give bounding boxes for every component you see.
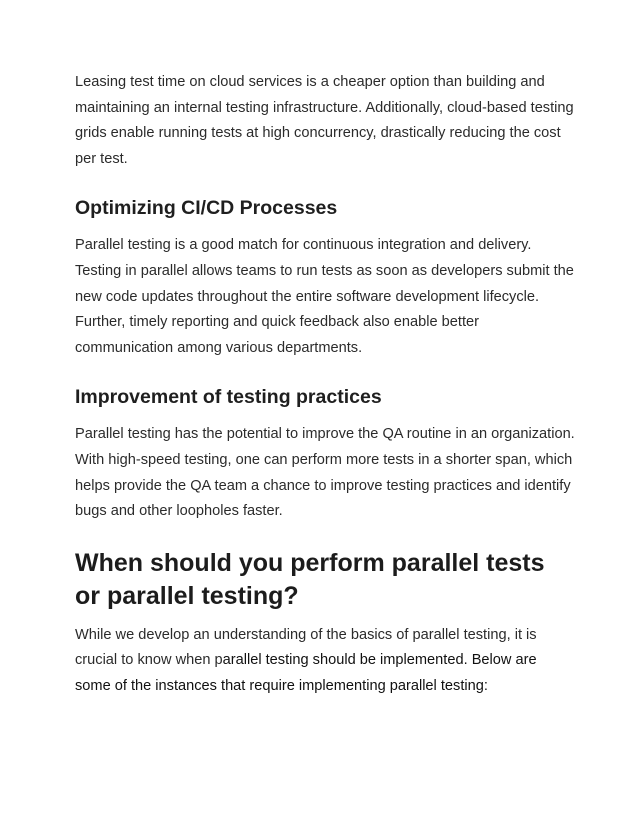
paragraph-when-lead: While we develop an understanding of the basics of parallel testing, it is crucial to know when p: [75, 626, 537, 669]
heading-improvement-testing: Improvement of testing practices: [75, 386, 382, 409]
paragraph-when: [75, 623, 575, 700]
paragraph-leasing: Leasing test time on cloud services is a cheaper option than building and maintaining an internal testing infrastructure. Additionally, cloud-based testing grids enable running tests at high concurrency, drastically reducing the cost per test.: [75, 74, 574, 167]
paragraph-cicd: Parallel testing is a good match for continuous integration and delivery. Testing in parallel allows teams to run tests as soon as developers submit the new code updates throughout the entire software development lifecycle. Further, timely reporting and quick feedback also enable better communication among various departments.: [75, 237, 574, 356]
paragraph-improvement: Parallel testing has the potential to improve the QA routine in an organization. With high-speed testing, one can perform more tests in a shorter span, which helps provide the QA team a chance to improve testing practices and identify bugs and other loopholes faster.: [75, 426, 575, 520]
paragraph-when-rest: arallel testing should be implemented. Below are some of the instances that require implementing parallel testing:: [75, 652, 537, 694]
document-page: [75, 70, 575, 700]
heading-when-parallel: When should you perform parallel tests or parallel testing?: [75, 548, 545, 610]
heading-optimizing-cicd: Optimizing CI/CD Processes: [75, 197, 338, 220]
